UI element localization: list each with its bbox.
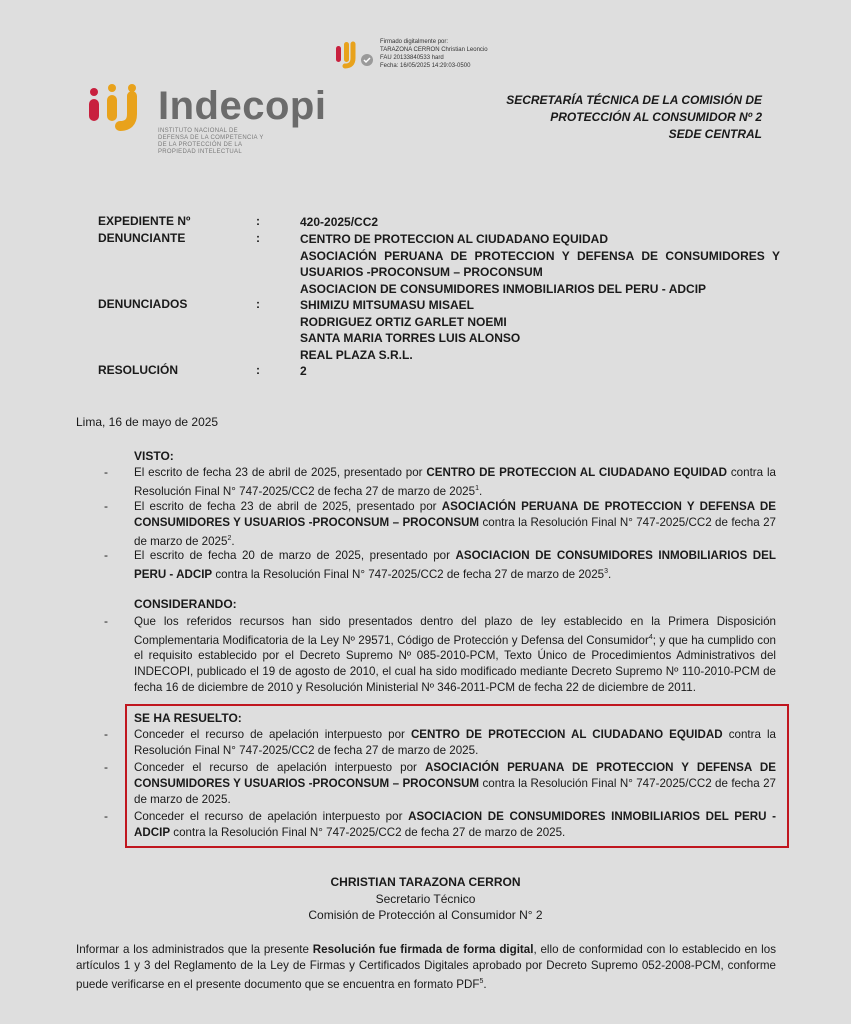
header-line: SEDE CENTRAL (668, 127, 762, 141)
resuelto-item-1: Conceder el recurso de apelación interpuesto por CENTRO DE PROTECCION AL CIUDADANO EQUIDAD contra la Resolución Final N° 747-2025/CC2 de fecha 27 de marzo de 2025. (134, 728, 776, 757)
visto-item-2: El escrito de fecha 23 de abril de 2025, presentado por ASOCIACIÓN PERUANA DE PROTECCION Y DEFENSA DE CONSUMIDORES Y USUARIOS -PROCONSUM – PROCONSUM contra la Resolución Final N° 747-2025/CC2 de fecha 27 de marzo de 2025$^2$. (134, 500, 777, 548)
header-line: PROTECCIÓN AL CONSUMIDOR Nº 2 (550, 110, 762, 124)
resolucion-label: RESOLUCIÓN (98, 363, 179, 377)
digital-signature-note: Informar a los administrados que la presente Resolución fue firmada de forma digital, ello de conformidad con lo establecido en los artículos 1 y 3 del Reglamento de la Ley de Firmas y Certificados Digitales aprobado por Decreto Supremo 052-2008-PCM, conforme puede verificarse en el presente documento que se encuentra en formato PDF$^5$. (76, 943, 776, 991)
bullet-dash: - (104, 548, 108, 562)
header-line: SECRETARÍA TÉCNICA DE LA COMISIÓN DE (506, 93, 762, 107)
resuelto-item-2: Conceder el recurso de apelación interpuesto por ASOCIACIÓN PERUANA DE PROTECCION Y DEFENSA DE CONSUMIDORES Y USUARIOS -PROCONSUM – PROCONSUM contra la Resolución Final N° 747-2025/CC2 de fecha 27 de marzo de 2025. (134, 761, 777, 806)
signer-name: CHRISTIAN TARAZONA CERRON (330, 875, 521, 889)
bullet-dash: - (104, 809, 108, 823)
office-header (470, 92, 762, 143)
denunciante-line: ASOCIACIÓN PERUANA DE PROTECCION Y DEFENSA DE CONSUMIDORES Y USUARIOS -PROCONSUM – PROCONSUM (300, 248, 780, 279)
stamp-line: Firmado digitalmente por: (380, 39, 449, 45)
signature-stamp-text (380, 38, 488, 70)
visto-title: VISTO: (134, 449, 174, 463)
visto-item-1: El escrito de fecha 23 de abril de 2025, presentado por CENTRO DE PROTECCION AL CIUDADANO EQUIDAD contra la Resolución Final N° 747-2025/CC2 de fecha 27 de marzo de 2025$^1$. (134, 466, 776, 498)
denunciado-line: SHIMIZU MITSUMASU MISAEL (300, 298, 474, 312)
indecopi-subtitle: INSTITUTO NACIONAL DE DEFENSA DE LA COMPETENCIA Y DE LA PROTECCIÓN DE LA PROPIEDAD INTELECTUAL (158, 128, 264, 155)
denunciado-line: SANTA MARIA TORRES LUIS ALONSO (300, 331, 521, 345)
bullet-dash: - (104, 614, 108, 628)
denunciado-line: RODRIGUEZ ORTIZ GARLET NOEMI (300, 314, 507, 329)
bullet-dash: - (104, 499, 108, 513)
signature-stamp-logo-icon (334, 36, 376, 72)
resuelto-title: SE HA RESUELTO: (134, 711, 242, 725)
denunciante-label: DENUNCIANTE (98, 231, 186, 245)
considerando-title: CONSIDERANDO: (134, 597, 237, 611)
bullet-dash: - (104, 465, 108, 479)
denunciante-line: CENTRO DE PROTECCION AL CIUDADANO EQUIDAD (300, 232, 609, 246)
indecopi-wordmark: Indecopi (158, 84, 327, 128)
signer-organization: Comisión de Protección al Consumidor N° 2 (308, 908, 543, 922)
colon: : (256, 231, 260, 245)
resuelto-item-3: Conceder el recurso de apelación interpuesto por ASOCIACION DE CONSUMIDORES INMOBILIARIOS DEL PERU - ADCIP contra la Resolución Final N° 747-2025/CC2 de fecha 27 de marzo de 2025. (134, 810, 776, 839)
denunciante-value (300, 231, 780, 297)
expediente-label: EXPEDIENTE Nº (98, 214, 191, 228)
expediente-value: 420-2025/CC2 (300, 215, 379, 229)
denunciados-label: DENUNCIADOS (98, 297, 188, 311)
bullet-dash: - (104, 760, 108, 774)
bullet-dash: - (104, 727, 108, 741)
colon: : (256, 214, 260, 228)
signer-role: Secretario Técnico (375, 892, 476, 906)
stamp-line: TARAZONA CERRON Christian Leoncio (380, 47, 488, 53)
denunciante-line: ASOCIACION DE CONSUMIDORES INMOBILIARIOS DEL PERU - ADCIP (300, 281, 707, 296)
considerando-text: Que los referidos recursos han sido presentados dentro del plazo de ley establecido en la Primera Disposición Complementaria Modificatoria de la Ley Nº 29571, Código de Protección y Defensa del Consumidor$^4$; y que ha cumplido con el requisito establecido por el Decreto Supremo Nº 085-2010-PCM, Texto Único de Procedimientos Administrativos del INDECOPI, publicado el 19 de agosto de 2010, el cual ha sido modificado mediante Decreto Supremo Nº 110-2010-PCM de fecha 16 de diciembre de 2010 y Resolución Ministerial Nº 346-2011-PCM de fecha 22 de diciembre de 2011. (134, 615, 776, 695)
indecopi-logo-icon (86, 82, 152, 132)
document-date: Lima, 16 de mayo de 2025 (76, 415, 219, 429)
denunciados-value (300, 297, 780, 363)
colon: : (256, 297, 260, 311)
visto-item-3: El escrito de fecha 20 de marzo de 2025, presentado por ASOCIACION DE CONSUMIDORES INMOBILIARIOS DEL PERU - ADCIP contra la Resolución Final N° 747-2025/CC2 de fecha 27 de marzo de 2025$^3$. (134, 549, 776, 581)
colon: : (256, 363, 260, 377)
resolucion-value: 2 (300, 364, 307, 378)
stamp-line: FAU 20133840533 hard (380, 55, 444, 61)
denunciado-line: REAL PLAZA S.R.L. (300, 347, 413, 362)
stamp-line: Fecha: 16/05/2025 14:29:03-0500 (380, 63, 471, 69)
